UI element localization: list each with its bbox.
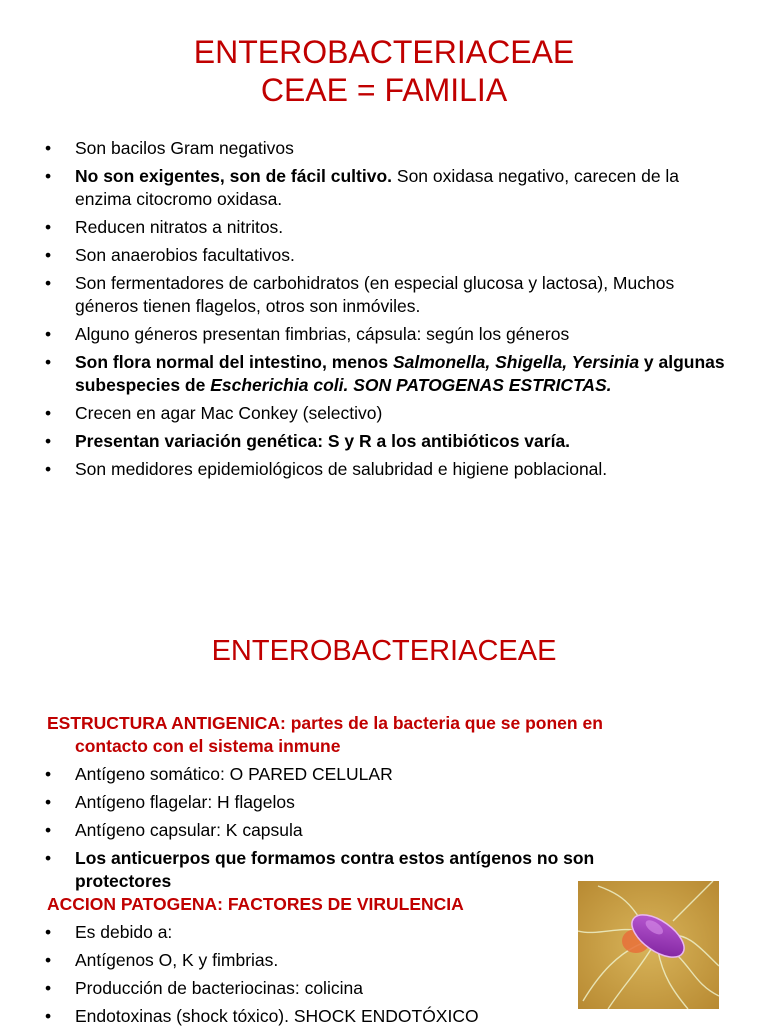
slide-1-title: [0, 33, 768, 109]
bullet-text: Antígenos O, K y fimbrias.: [75, 950, 279, 970]
bullet-text: Son bacilos Gram negativos: [75, 138, 294, 158]
bacteria-illustration: [578, 881, 719, 1009]
antigen-list: [0, 763, 768, 893]
bullet-text: Son oxidasa negativo, carecen de la enzima citocromo oxidasa.: [75, 166, 680, 209]
bullet-text: Antígeno flagelar: H flagelos: [75, 792, 295, 812]
bullet-item: [0, 791, 768, 814]
heading-line-1: ESTRUCTURA ANTIGENICA: partes de la bacteria que se ponen en: [47, 713, 603, 733]
bullet-item: [0, 430, 768, 453]
bullet-text: Son medidores epidemiológicos de salubridad e higiene poblacional.: [75, 459, 608, 479]
bullet-item: [0, 165, 768, 211]
bullet-text: Son fermentadores de carbohidratos (en especial glucosa y lactosa), Muchos géneros tienen flagelos, otros son inmóviles.: [75, 273, 675, 316]
slide-1-bullet-list: [0, 137, 768, 481]
antigenic-structure-heading: [0, 712, 768, 758]
bullet-bold-text: Son flora normal del intestino, menos: [75, 352, 393, 372]
bullet-text: Antígeno capsular: K capsula: [75, 820, 303, 840]
bullet-item: [0, 216, 768, 239]
heading-text: ACCION PATOGENA: FACTORES DE VIRULENCIA: [47, 894, 464, 914]
bullet-text: Reducen nitratos a nitritos.: [75, 217, 284, 237]
bullet-bold-text: Presentan variación genética: S y R a los antibióticos varía.: [75, 431, 571, 451]
slide-2-title: [0, 632, 768, 670]
bullet-text: Endotoxinas (shock tóxico). SHOCK ENDOTÓXICO: [75, 1006, 479, 1026]
bullet-text: Es debido a:: [75, 922, 173, 942]
bullet-bold-text: No son exigentes, son de fácil cultivo.: [75, 166, 393, 186]
slide-1: [0, 33, 768, 486]
bullet-text: Crecen en agar Mac Conkey (selectivo): [75, 403, 383, 423]
title-line-2: CEAE = FAMILIA: [260, 72, 508, 108]
bullet-item: [0, 819, 768, 842]
bullet-text: Son anaerobios facultativos.: [75, 245, 295, 265]
slide-2-title-text: ENTEROBACTERIACEAE: [211, 635, 557, 667]
bullet-bold-italic-text: Escherichia coli. SON PATOGENAS ESTRICTAS.: [210, 375, 612, 395]
bullet-text: Producción de bacteriocinas: colicina: [75, 978, 363, 998]
bullet-item: [0, 272, 768, 318]
bacteria-micrograph-image: [578, 881, 719, 1009]
bullet-bold-italic-text: Salmonella, Shigella, Yersinia: [392, 352, 640, 372]
bullet-item: [0, 402, 768, 425]
heading-line-2: contacto con el sistema inmune: [75, 736, 341, 756]
bullet-item: [0, 458, 768, 481]
bullet-item: [0, 763, 768, 786]
bullet-text: Alguno géneros presentan fimbrias, cápsula: según los géneros: [75, 324, 570, 344]
bullet-item: [0, 351, 768, 397]
bullet-text: Antígeno somático: O PARED CELULAR: [75, 764, 393, 784]
bullet-bold-text: y algunas subespecies de: [75, 352, 725, 395]
bullet-item: [0, 244, 768, 267]
bullet-item: [0, 323, 768, 346]
bullet-bold-text: Los anticuerpos que formamos contra estos antígenos no son protectores: [75, 848, 595, 891]
bullet-item: [0, 137, 768, 160]
title-line-1: ENTEROBACTERIACEAE: [193, 34, 575, 70]
